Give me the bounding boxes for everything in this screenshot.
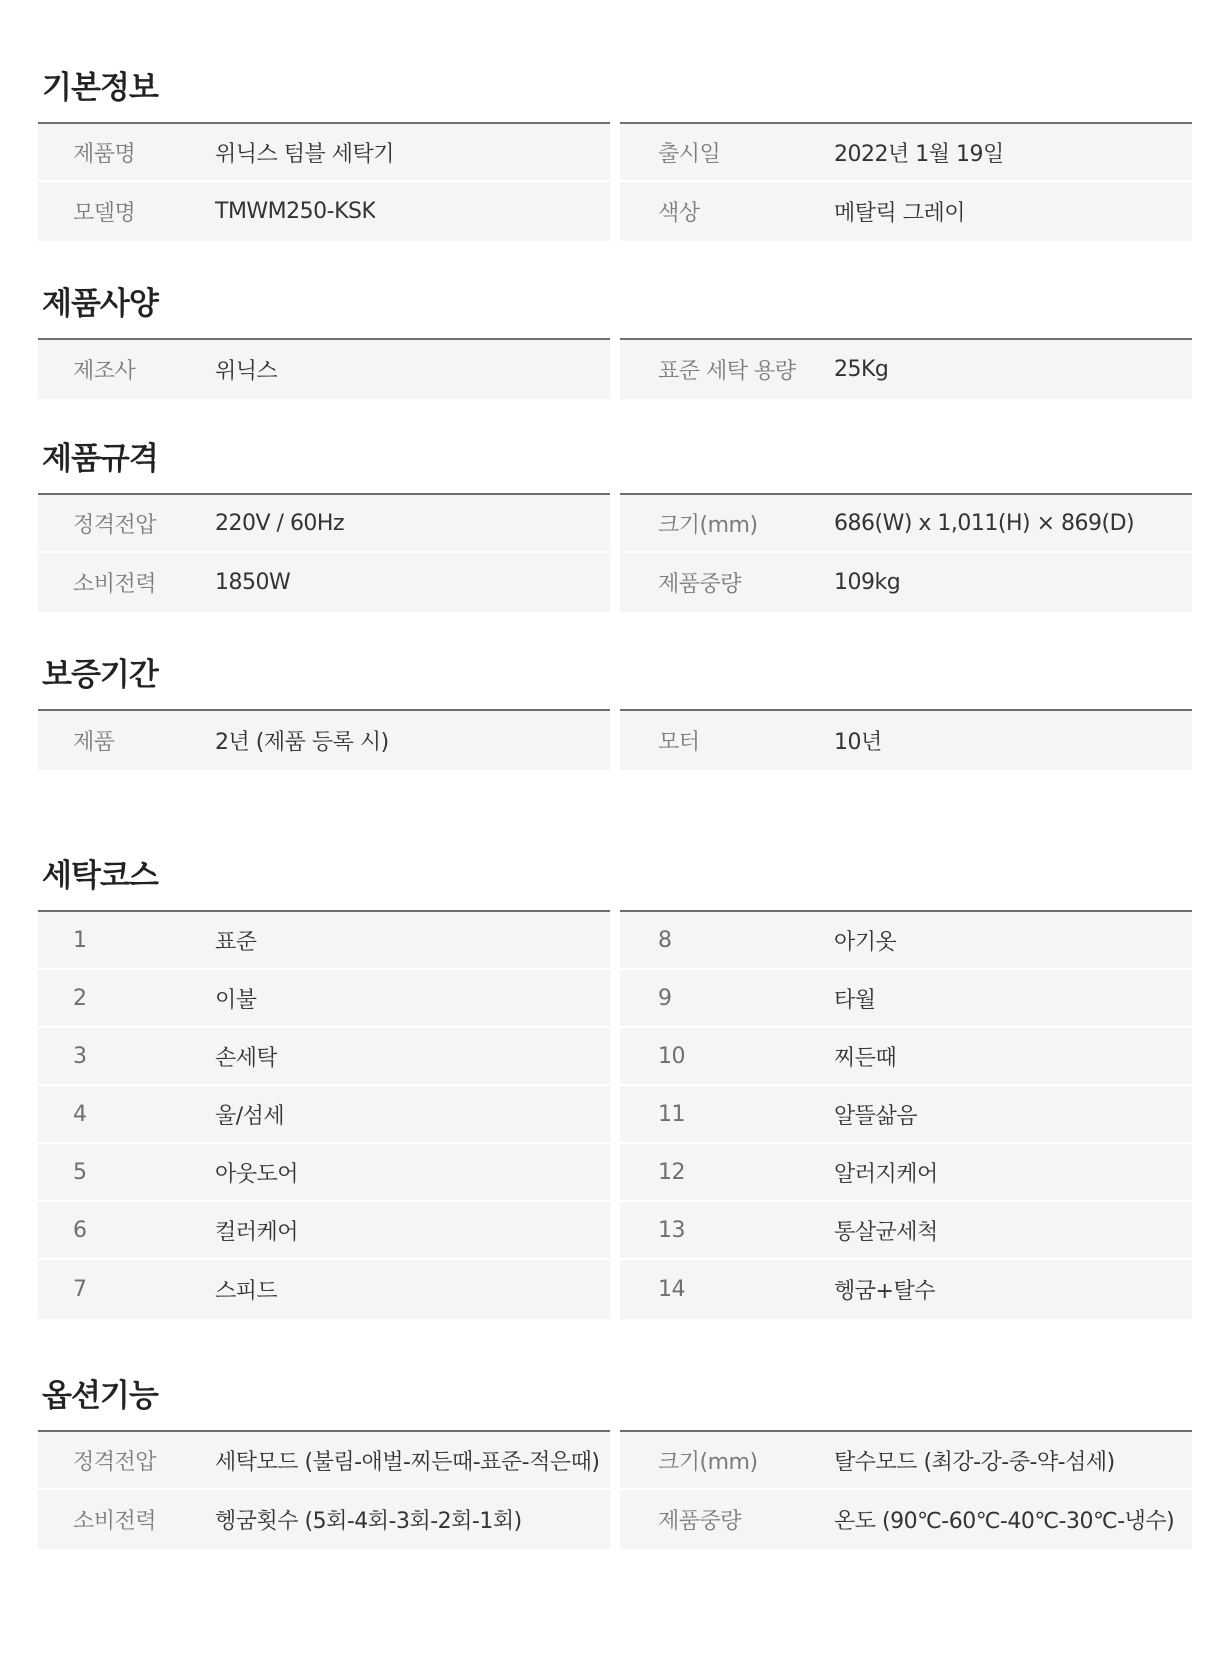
spec-row <box>38 182 610 241</box>
course-number: 4 <box>73 1101 87 1127</box>
course-row <box>38 1260 610 1319</box>
course-name: 타월 <box>834 987 876 1013</box>
course-number: 8 <box>658 927 672 953</box>
spec-row <box>620 495 1192 553</box>
section-title: 옵션기능 <box>42 1378 158 1414</box>
course-name: 아기옷 <box>834 929 897 955</box>
course-number: 6 <box>73 1217 87 1243</box>
spec-column-left <box>38 709 610 770</box>
course-number: 10 <box>658 1043 685 1069</box>
course-name: 컬러케어 <box>215 1219 299 1245</box>
spec-value: 탈수모드 (최강-강-중-약-섬세) <box>834 1449 1115 1475</box>
spec-grid <box>38 122 1192 241</box>
course-number: 7 <box>73 1277 87 1302</box>
course-row <box>620 912 1192 970</box>
spec-column-right <box>620 338 1192 399</box>
spec-value: 10년 <box>834 730 882 755</box>
spec-label: 제품중량 <box>658 572 742 597</box>
spec-label: 소비전력 <box>73 572 157 597</box>
course-row <box>38 1144 610 1202</box>
course-row <box>620 1028 1192 1086</box>
spec-label: 모델명 <box>73 201 136 226</box>
spec-label: 제품명 <box>73 141 136 167</box>
spec-value: 2년 (제품 등록 시) <box>215 730 389 755</box>
section-basic-info <box>38 66 1192 241</box>
course-name: 이불 <box>215 987 257 1013</box>
section-title: 제품규격 <box>42 441 158 477</box>
spec-label: 제품 <box>73 730 115 755</box>
spec-value: 109kg <box>834 570 901 595</box>
course-number: 9 <box>658 985 672 1011</box>
course-number: 2 <box>73 985 87 1011</box>
spec-row <box>620 340 1192 399</box>
course-row <box>38 912 610 970</box>
spec-grid <box>38 1430 1192 1549</box>
section-title: 기본정보 <box>42 70 158 106</box>
spec-label: 정격전압 <box>73 512 157 538</box>
course-name: 헹굼+탈수 <box>834 1279 935 1304</box>
section-warranty <box>38 653 1192 770</box>
spec-label: 소비전력 <box>73 1509 157 1534</box>
spec-value: 위닉스 <box>215 359 278 384</box>
spec-grid <box>38 709 1192 770</box>
section-title: 보증기간 <box>42 657 158 693</box>
spec-label: 모터 <box>658 730 700 755</box>
course-row <box>38 1202 610 1260</box>
course-row <box>38 1028 610 1086</box>
course-row <box>38 970 610 1028</box>
course-name: 울/섬세 <box>215 1103 285 1129</box>
spec-value: 세탁모드 (불림-애벌-찌든때-표준-적은때) <box>215 1449 600 1475</box>
section-product-standard <box>38 437 1192 612</box>
spec-value: 헹굼횟수 (5회-4회-3회-2회-1회) <box>215 1509 522 1534</box>
spec-row <box>38 1432 610 1490</box>
spec-row <box>620 711 1192 770</box>
spec-row <box>620 1432 1192 1490</box>
spec-value: 위닉스 텀블 세탁기 <box>215 141 395 167</box>
course-name: 스피드 <box>215 1279 278 1304</box>
spec-label: 크기(mm) <box>658 512 758 538</box>
spec-grid <box>38 338 1192 399</box>
spec-label: 색상 <box>658 201 700 226</box>
spec-grid <box>38 493 1192 612</box>
course-name: 찌든때 <box>834 1045 897 1071</box>
course-row <box>620 1144 1192 1202</box>
spec-column-right <box>620 122 1192 241</box>
spec-value: 2022년 1월 19일 <box>834 141 1004 167</box>
spec-value: 1850W <box>215 570 291 595</box>
course-number: 13 <box>658 1217 685 1243</box>
course-name: 알뜰삶음 <box>834 1103 918 1129</box>
spec-row <box>620 124 1192 182</box>
spec-column-right <box>620 709 1192 770</box>
course-column-right <box>620 910 1192 1319</box>
spec-column-left <box>38 493 610 612</box>
spec-label: 정격전압 <box>73 1449 157 1475</box>
course-number: 5 <box>73 1159 87 1185</box>
spec-label: 제조사 <box>73 359 136 384</box>
course-number: 3 <box>73 1043 87 1069</box>
course-row <box>620 970 1192 1028</box>
spec-value: 온도 (90℃-60℃-40℃-30℃-냉수) <box>834 1509 1175 1534</box>
spec-row <box>620 553 1192 612</box>
spec-value: 25Kg <box>834 357 889 382</box>
spec-label: 표준 세탁 용량 <box>658 359 796 384</box>
course-number: 1 <box>73 927 87 953</box>
course-grid <box>38 910 1192 1319</box>
course-name: 표준 <box>215 929 257 955</box>
course-name: 알러지케어 <box>834 1161 938 1187</box>
spec-value: TMWM250-KSK <box>215 199 376 224</box>
course-name: 아웃도어 <box>215 1161 299 1187</box>
spec-row <box>38 495 610 553</box>
spec-column-left <box>38 122 610 241</box>
section-title: 제품사양 <box>42 286 158 322</box>
course-row <box>620 1260 1192 1319</box>
section-title: 세탁코스 <box>42 858 158 894</box>
spec-row <box>620 1490 1192 1549</box>
spec-value: 220V / 60Hz <box>215 510 345 536</box>
spec-label: 출시일 <box>658 141 721 167</box>
section-options <box>38 1374 1192 1549</box>
course-number: 11 <box>658 1101 685 1127</box>
spec-label: 크기(mm) <box>658 1449 758 1475</box>
spec-column-right <box>620 493 1192 612</box>
course-number: 14 <box>658 1277 685 1302</box>
spec-column-left <box>38 1430 610 1549</box>
section-wash-courses <box>38 854 1192 1319</box>
spec-row <box>38 1490 610 1549</box>
course-number: 12 <box>658 1159 685 1185</box>
spec-column-left <box>38 338 610 399</box>
spec-value: 메탈릭 그레이 <box>834 201 966 226</box>
spec-row <box>38 711 610 770</box>
spec-column-right <box>620 1430 1192 1549</box>
spec-row <box>38 340 610 399</box>
spec-row <box>38 124 610 182</box>
spec-row <box>620 182 1192 241</box>
course-name: 통살균세척 <box>834 1219 938 1245</box>
spec-row <box>38 553 610 612</box>
course-row <box>38 1086 610 1144</box>
course-name: 손세탁 <box>215 1045 278 1071</box>
course-column-left <box>38 910 610 1319</box>
course-row <box>620 1086 1192 1144</box>
section-product-spec <box>38 282 1192 399</box>
spec-value: 686(W) x 1,011(H) × 869(D) <box>834 510 1135 536</box>
course-row <box>620 1202 1192 1260</box>
spec-label: 제품중량 <box>658 1509 742 1534</box>
